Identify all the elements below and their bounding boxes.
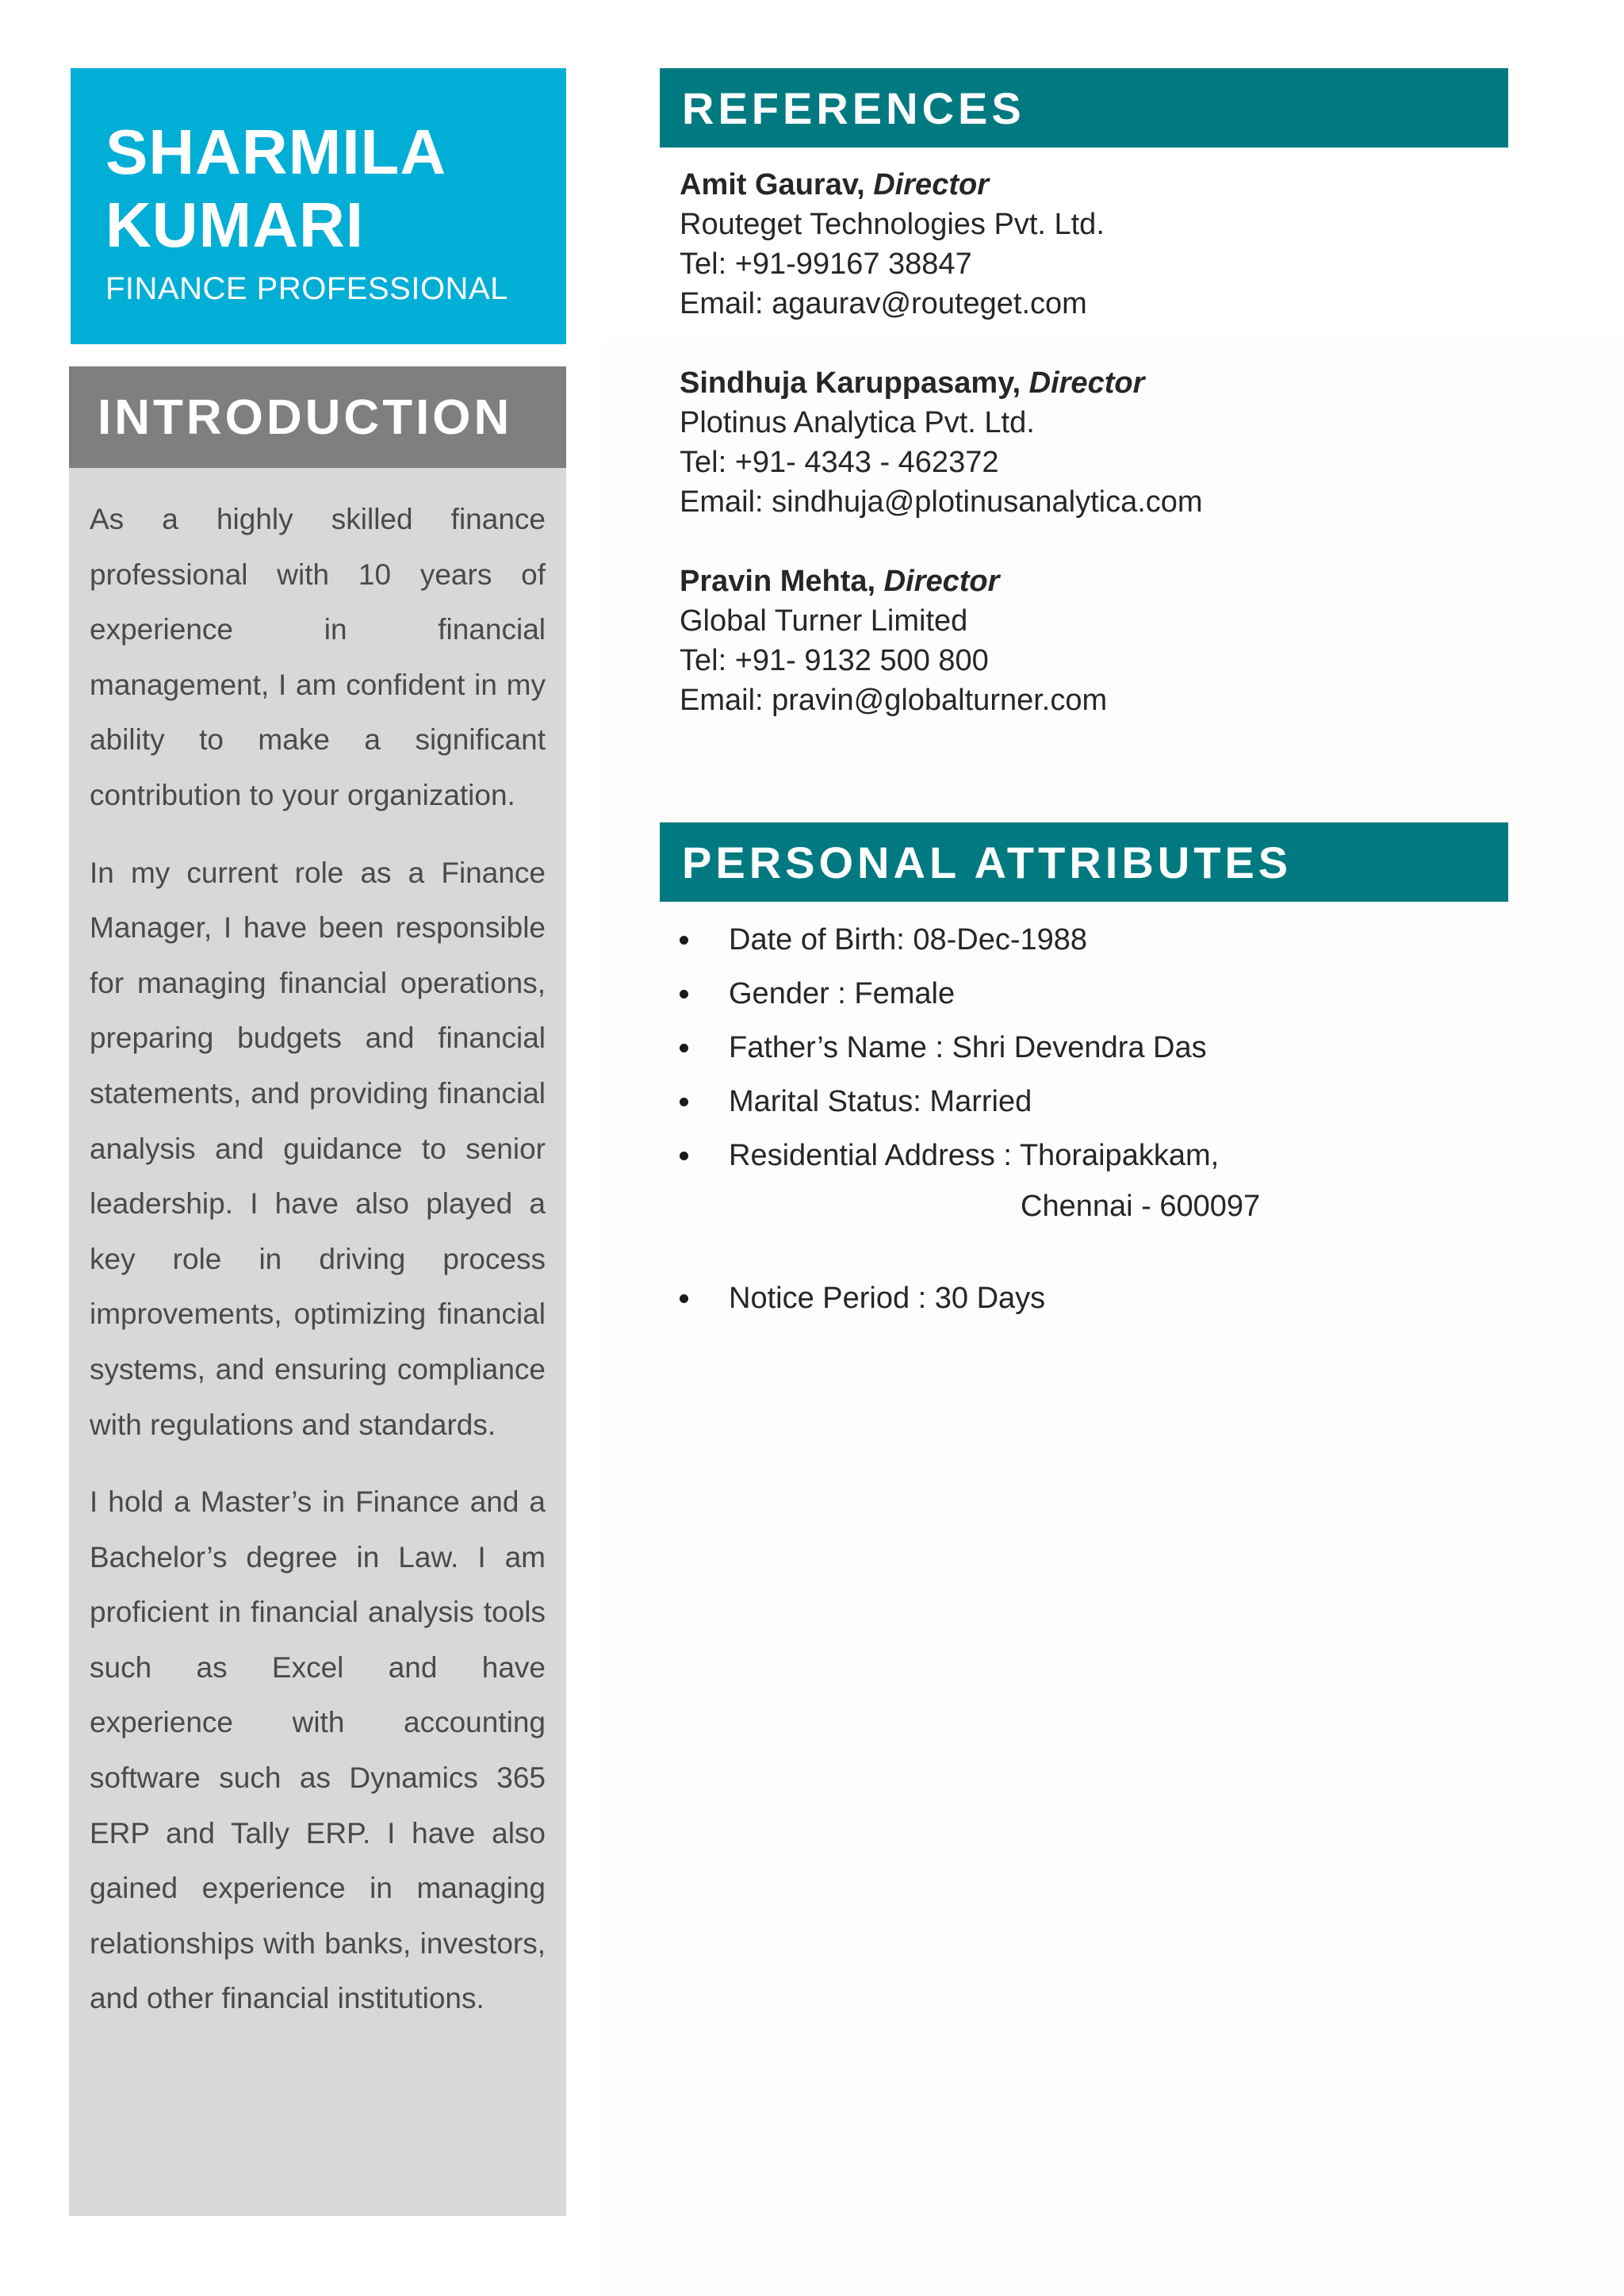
reference-role: Director	[1028, 366, 1145, 400]
reference-email: Email: agaurav@routeget.com	[680, 287, 1087, 320]
reference-tel: Tel: +91-99167 38847	[680, 247, 972, 281]
reference-heading-line: Sindhuja Karuppasamy, Director	[680, 366, 1145, 400]
references-list	[680, 165, 1504, 760]
intro-paragraph: As a highly skilled finance professional with 10 years of experience in financial management, I am confident in my ability to make a significant contribution to your organization.	[90, 503, 546, 811]
intro-paragraph: I hold a Master’s in Finance and a Bachelor’s degree in Law. I am proficient in financial analysis tools such as Excel and have experience with accounting software such as Dynamics 365 ERP and Tally ERP. I have also gained experience in managing relationships with banks, investors, and other financial institutions.	[90, 1485, 546, 2015]
name-header	[71, 68, 566, 344]
reference-item	[680, 363, 1504, 522]
bullet-icon	[680, 936, 688, 945]
reference-role: Director	[883, 565, 1000, 598]
bullet-icon	[680, 1044, 688, 1052]
first-name: SHARMILA	[105, 117, 447, 187]
last-name: KUMARI	[105, 190, 364, 260]
reference-item	[680, 165, 1504, 324]
attribute-gender: Gender : Female	[680, 974, 1504, 1014]
reference-role: Director	[873, 168, 989, 201]
attribute-address: Residential Address : Thoraipakkam, Chennai - 600097	[680, 1136, 1504, 1226]
reference-heading-line: Amit Gaurav, Director	[680, 168, 989, 201]
introduction-heading: INTRODUCTION	[98, 389, 513, 445]
reference-name: Sindhuja Karuppasamy	[680, 366, 1013, 400]
bullet-icon	[680, 990, 688, 999]
reference-company: Routeget Technologies Pvt. Ltd.	[680, 208, 1105, 241]
references-heading: REFERENCES	[682, 82, 1025, 133]
reference-company: Plotinus Analytica Pvt. Ltd.	[680, 406, 1035, 439]
reference-email: Email: pravin@globalturner.com	[680, 684, 1108, 717]
reference-email: Email: sindhuja@plotinusanalytica.com	[680, 485, 1203, 519]
attribute-father: Father’s Name : Shri Devendra Das	[680, 1028, 1504, 1068]
reference-name: Pravin Mehta	[680, 565, 868, 598]
bullet-icon	[680, 1152, 688, 1160]
bullet-icon	[680, 1098, 688, 1106]
reference-name: Amit Gaurav	[680, 168, 857, 201]
personal-attributes-heading: PERSONAL ATTRIBUTES	[682, 837, 1293, 887]
personal-attributes-header	[660, 822, 1508, 902]
address-continuation: Chennai - 600097	[1021, 1190, 1261, 1223]
references-header	[660, 68, 1508, 148]
reference-item	[680, 562, 1504, 720]
introduction-section	[69, 366, 566, 2216]
intro-paragraph: In my current role as a Finance Manager, I have been responsible for managing financial operations, preparing budgets and financial statements, and providing financial analysis and guidance to senior leadership. I have also played a key role in driving process improvements, optimizing financial systems, and ensuring compliance with regulations and standards.	[90, 856, 546, 1441]
reference-tel: Tel: +91- 4343 - 462372	[680, 446, 999, 479]
introduction-body	[69, 468, 566, 2026]
reference-heading-line: Pravin Mehta, Director	[680, 565, 1000, 598]
attribute-notice: Notice Period : 30 Days	[680, 1278, 1504, 1318]
reference-company: Global Turner Limited	[680, 604, 968, 638]
bullet-icon	[680, 1294, 688, 1303]
attribute-marital: Marital Status: Married	[680, 1082, 1504, 1121]
job-title: FINANCE PROFESSIONAL	[105, 271, 508, 306]
introduction-header	[69, 366, 566, 468]
personal-attributes-list	[680, 920, 1504, 1332]
attribute-dob: Date of Birth: 08-Dec-1988	[680, 920, 1504, 960]
reference-tel: Tel: +91- 9132 500 800	[680, 644, 989, 677]
